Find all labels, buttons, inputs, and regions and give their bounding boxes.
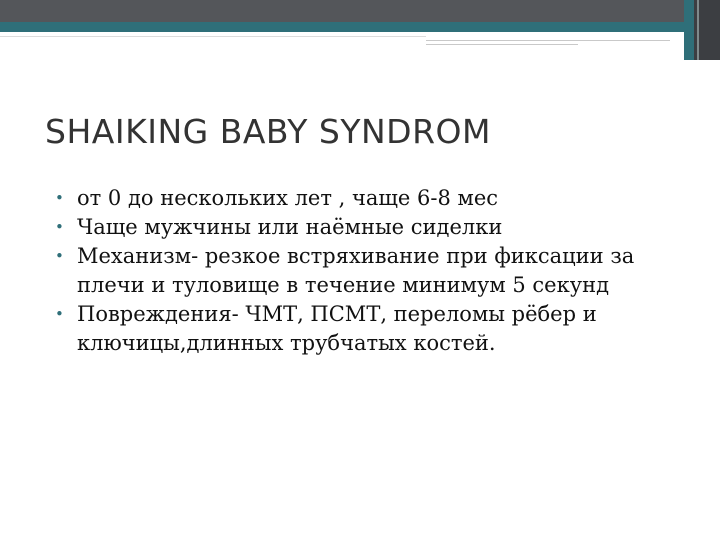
bullet-icon: • — [55, 218, 64, 236]
bullet-item — [55, 242, 675, 300]
bullet-icon: • — [55, 189, 64, 207]
bullet-icon: • — [55, 247, 64, 265]
bullet-item — [55, 300, 675, 358]
bullet-list — [55, 184, 675, 358]
slide-title: SHAIKING BABY SYNDROM — [45, 112, 491, 151]
decorative-line — [426, 40, 670, 41]
decorative-line — [0, 36, 426, 37]
bullet-text: Механизм- резкое встряхивание при фиксации за плечи и туловище в течение минимум 5 секунд — [77, 244, 635, 297]
corner-divider-line — [697, 0, 699, 60]
bullet-icon: • — [55, 305, 64, 323]
header-accent-band — [0, 22, 720, 32]
bullet-item — [55, 213, 675, 242]
bullet-text: Чаще мужчины или наёмные сиделки — [77, 215, 503, 239]
bullet-text: Повреждения- ЧМТ, ПСМТ, переломы рёбер и ключицы,длинных трубчатых костей. — [77, 302, 597, 355]
bullet-text: от 0 до нескольких лет , чаще 6-8 мес — [77, 186, 499, 210]
decorative-line — [426, 44, 578, 45]
bullet-item — [55, 184, 675, 213]
